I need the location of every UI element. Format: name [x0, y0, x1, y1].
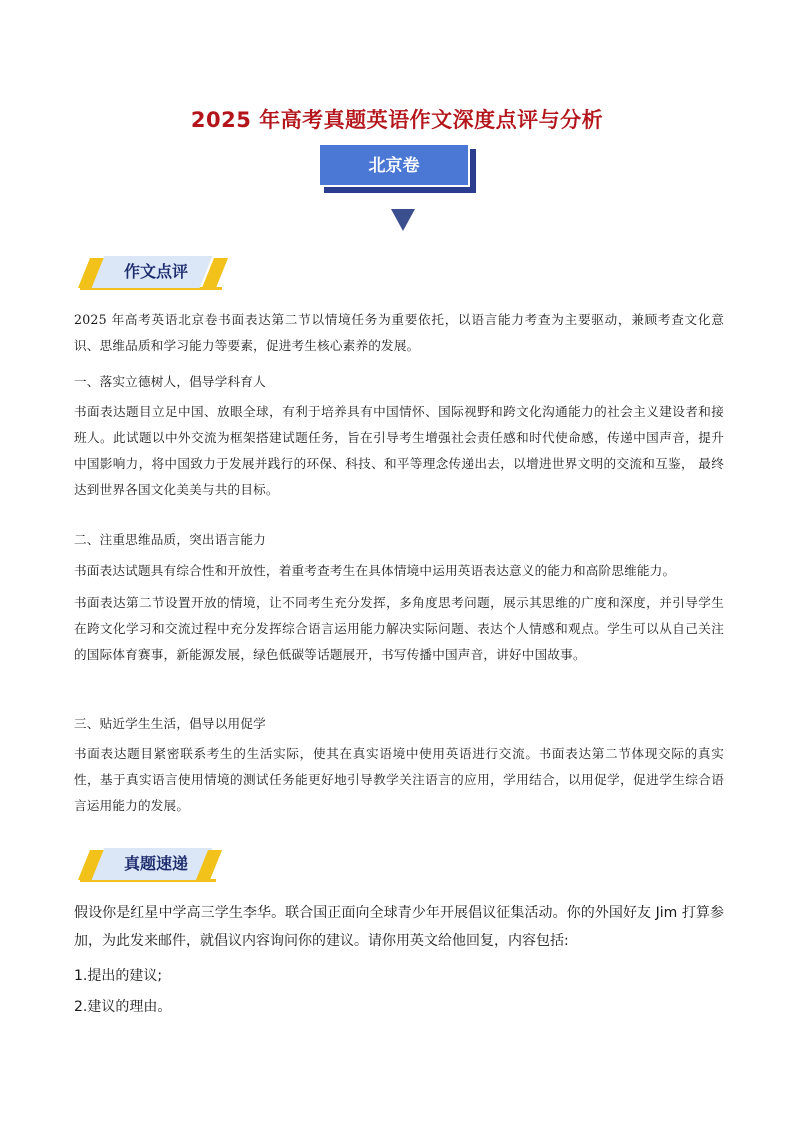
point3-body: 书面表达题目紧密联系考生的生活实际，使其在真实语境中使用英语进行交流。书面表达第二节体现交际的真实性，基于真实语言使用情境的测试任务能更好地引导教学关注语言的应用，学用结合，以用促学，促进学生综合语言运用能力的发展。: [74, 746, 724, 813]
point2-body-1: 书面表达试题具有综合性和开放性，着重考查考生在具体情境中运用英语表达意义的能力和高阶思维能力。: [74, 563, 676, 578]
page-title: 2025 年高考真题英语作文深度点评与分析: [190, 108, 604, 132]
point1-title: 一、落实立德树人，倡导学科育人: [74, 374, 266, 389]
question-item-1: 1.提出的建议;: [74, 968, 163, 984]
point1-body: 书面表达题目立足中国、放眼全球，有利于培养具有中国情怀、国际视野和跨文化沟通能力的社会主义建设者和接班人。此试题以中外交流为框架搭建试题任务，旨在引导考生增强社会责任感和时代使命感，传递中国声音，提升中国影响力，将中国致力于发展并践行的环保、科技、和平等理念传递出去，以增进世界文明的交流和互鉴， 最终达到世界各国文化美美与共的目标。: [74, 404, 724, 497]
banner-box: [318, 143, 470, 187]
section-heading-text: 真题速递: [123, 854, 188, 873]
question-prompt: 假设你是红星中学高三学生李华。联合国正面向全球青少年开展倡议征集活动。你的外国好友 Jim 打算参加，为此发来邮件，就倡议内容询问你的建议。请你用英文给他回复，内容包括:: [74, 905, 724, 949]
point2-body-2: 书面表达第二节设置开放的情境，让不同考生充分发挥，多角度思考问题，展示其思维的广度和深度，并引导学生在跨文化学习和交流过程中充分发挥综合语言运用能力解决实际问题、表达个人情感和观点。学生可以从自己关注的国际体育赛事，新能源发展，绿色低碳等话题展开，书写传播中国声音，讲好中国故事。: [74, 595, 724, 662]
region-banner: [318, 143, 478, 195]
banner-label: 北京卷: [368, 156, 420, 176]
point2-title: 二、注重思维品质，突出语言能力: [74, 532, 266, 547]
section-heading-review: [80, 256, 222, 290]
section-heading-question: [80, 848, 216, 882]
section-heading-text: 作文点评: [123, 262, 188, 281]
point3-title: 三、贴近学生生活，倡导以用促学: [74, 716, 266, 731]
question-item-2: 2.建议的理由。: [74, 999, 172, 1015]
intro-paragraph: 2025 年高考英语北京卷书面表达第二节以情境任务为重要依托，以语言能力考查为主要驱动，兼顾考查文化意识、思维品质和学习能力等要素，促进考生核心素养的发展。: [74, 312, 724, 353]
down-arrow-icon: [391, 209, 415, 231]
